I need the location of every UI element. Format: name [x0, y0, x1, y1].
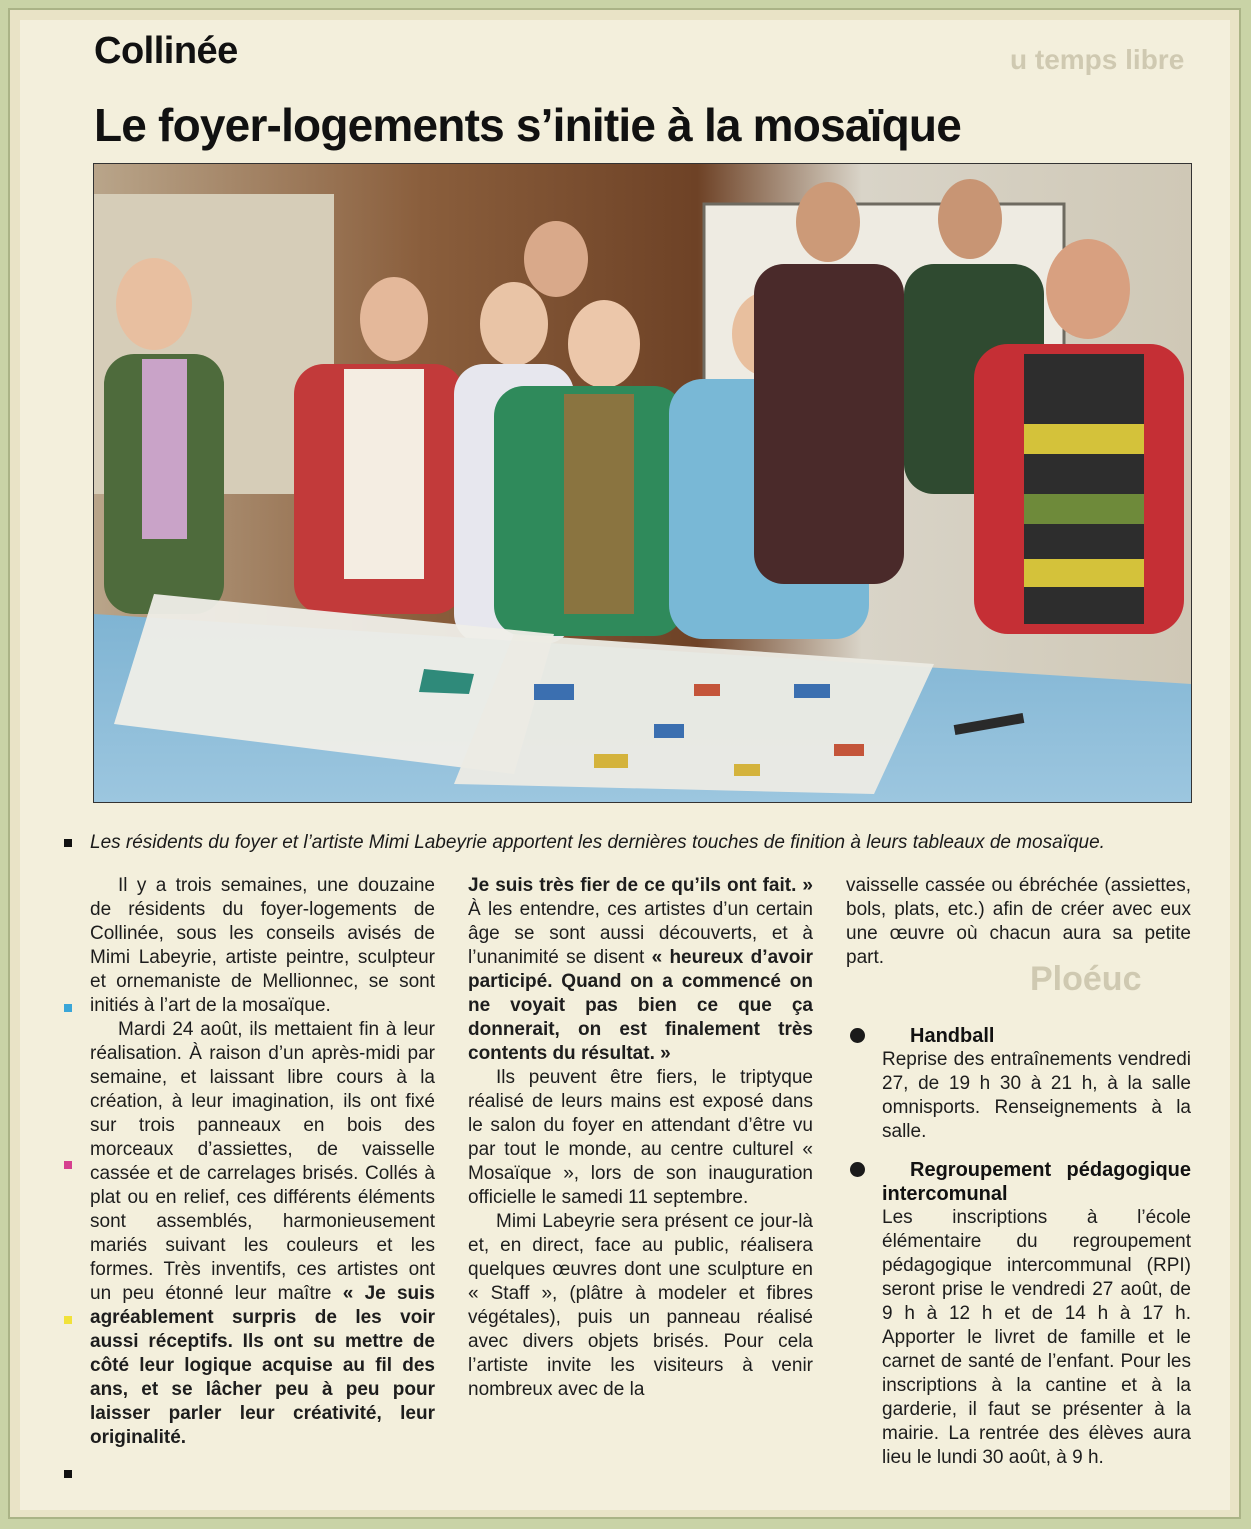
bleed-through-text: u temps libre: [1010, 44, 1185, 75]
brief-title-text: Handball: [910, 1025, 995, 1047]
article-column-2: [468, 874, 813, 1402]
paragraph: vaisselle cassée ou ébréchée (assiettes, bols, plats, etc.) afin de créer avec eux une œuvre où chacun aura sa petite part.: [846, 875, 1191, 968]
article-column-1: [90, 874, 435, 1450]
article-photo: [93, 163, 1192, 803]
paragraph: Mimi Labeyrie sera présent ce jour-là et, en direct, face au public, réalisera quelques œuvres dont une sculpture en « Staff », (plâtre à modeler et fibres végétales), puis un panneau réalisé avec divers objets brisés. Pour cela l’artiste invite les visiteurs à venir nombreux avec de la: [468, 1211, 813, 1400]
brief-body: Reprise des entraînements vendredi 27, de 19 h 30 à 21 h, à la salle omnisports. Renseignements à la salle.: [882, 1049, 1191, 1142]
paragraph: Ils peuvent être fiers, le triptyque réalisé de leurs mains est exposé dans le salon du foyer en attendant d’être vu par tout le monde, au centre culturel « Mosaïque », lors de son inauguration officielle le samedi 11 septembre.: [468, 1067, 813, 1208]
brief-title: [846, 1158, 1191, 1206]
bullet-dot-icon: [850, 1028, 865, 1043]
registration-marker-magenta: [64, 1161, 72, 1169]
paragraph: [90, 1018, 435, 1450]
paragraph: [468, 874, 813, 1066]
article-headline: Le foyer-logements s’initie à la mosaïque: [94, 99, 962, 151]
paragraph-text: Mardi 24 août, ils mettaient fin à leur réalisation. À raison d’un après-midi par semaine, et laissant libre cours à la création, à leur imagination, ils ont fixé sur trois panneaux en bois des morceaux d’assiettes, de vaisselle cassée et de carrelages brisés. Collés à plat ou en relief, ces différents éléments sont assemblés, harmonieusement mariés suivant les couleurs et les formes. Très inventifs, ces artistes ont un peu étonné leur maître: [90, 1019, 435, 1304]
paragraph-text: À les entendre, ces artistes d’un certain âge se sont aussi découverts, et à l’unanimité se disent: [468, 899, 813, 968]
spacer: [846, 1144, 1191, 1158]
spacer: [846, 970, 1191, 1024]
bleed-through-text: Ploéuc: [1030, 960, 1142, 998]
quote-text: Je suis très fier de ce qu’ils ont fait. »: [468, 875, 813, 896]
article-location: Collinée: [94, 30, 238, 72]
quote-text: « heureux d’avoir participé. Quand on a commencé on ne voyait pas bien ce que ça donnerait, on est finalement très contents du résultat. »: [468, 947, 813, 1064]
brief-body: Les inscriptions à l’école élémentaire du regroupement pédagogique intercommunal (RPI) seront prise le vendredi 27 août, de 9 h à 12 h et de 14 h à 17 h. Apporter le livret de famille et le carnet de santé de l’enfant. Pour les inscriptions à la cantine et à la garderie, il faut se présenter à la mairie. La rentrée des élèves aura lieu le lundi 30 août, à 9 h.: [882, 1207, 1191, 1468]
article-column-3: [846, 874, 1191, 1470]
paragraph: Il y a trois semaines, une douzaine de résidents du foyer-logements de Collinée, sous les conseils avisés de Mimi Labeyrie, artiste peintre, sculpteur et ornemaniste de Mellionnec, se sont initiés à l’art de la mosaïque.: [90, 875, 435, 1016]
brief-title-text: Regroupement pédagogique intercomunal: [882, 1159, 1191, 1205]
quote-text: « Je suis agréablement surpris de les voir aussi réceptifs. Ils ont su mettre de côté leur logique acquise au fil des ans, et se lâcher peu à peu pour laisser parler leur créativité, leur originalité.: [90, 1283, 436, 1448]
caption-text: Les résidents du foyer et l’artiste Mimi Labeyrie apportent les dernières touches de finition à leurs tableaux de mosaïque.: [90, 832, 1105, 853]
bullet-dot-icon: [850, 1162, 865, 1177]
registration-marker-yellow: [64, 1316, 72, 1324]
registration-marker-black: [64, 1470, 72, 1478]
registration-marker-cyan: [64, 1004, 72, 1012]
caption-bullet: [64, 839, 72, 847]
brief-title: [846, 1024, 1191, 1048]
photo-caption: [64, 832, 1204, 854]
